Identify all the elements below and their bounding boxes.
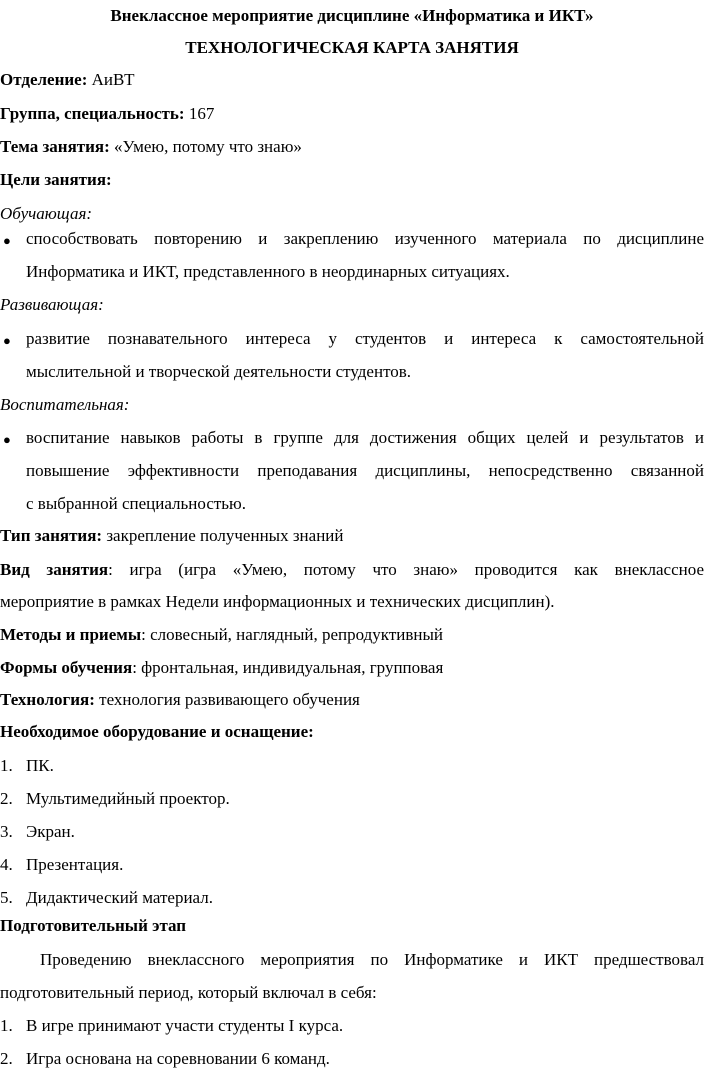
forms-label: Формы обучения [0, 658, 133, 677]
developing-line-1: развитие познавательного интереса у студентов и интереса к самостоятельной [26, 329, 704, 348]
technology-row [0, 690, 360, 710]
bullet-icon: ● [3, 432, 11, 447]
educational-line-2: Информатика и ИКТ, представленного в неординарных ситуациях. [26, 262, 510, 281]
prep-item-text: Игра основана на соревновании 6 команд. [26, 1049, 330, 1068]
prep-heading: Подготовительный этап [0, 916, 187, 935]
prep-item-text: В игре принимают участи студенты I курса. [26, 1016, 344, 1035]
group-row [0, 104, 214, 124]
equipment-item [0, 756, 54, 776]
methods-label: Методы и приемы [0, 625, 142, 644]
bullet-icon: ● [3, 333, 11, 348]
kind-value-line-2: мероприятие в рамках Недели информационных и технических дисциплин). [0, 592, 555, 611]
type-label: Тип занятия: [0, 526, 103, 545]
type-row [0, 526, 344, 546]
equipment-item [0, 822, 75, 842]
upbringing-line-2: повышение эффективности преподавания дисциплины, непосредственно связанной [26, 461, 704, 480]
topic-value: «Умею, потому что знаю» [114, 137, 302, 156]
prep-item-number: 1. [0, 1016, 13, 1035]
forms-value: : фронтальная, индивидуальная, групповая [132, 658, 444, 677]
technology-value: технология развивающего обучения [99, 690, 360, 709]
methods-row [0, 625, 443, 645]
department-label: Отделение: [0, 70, 88, 89]
educational-label: Обучающая: [0, 204, 93, 223]
developing-line-2: мыслительной и творческой деятельности студентов. [26, 362, 412, 381]
group-label: Группа, специальность: [0, 104, 185, 123]
methods-value: : словесный, наглядный, репродуктивный [141, 625, 444, 644]
upbringing-line-1: воспитание навыков работы в группе для достижения общих целей и результатов и [26, 428, 704, 447]
equipment-item-number: 3. [0, 822, 13, 841]
equipment-item [0, 888, 213, 908]
equipment-item-number: 2. [0, 789, 13, 808]
equipment-item [0, 855, 124, 875]
equipment-item-number: 1. [0, 756, 13, 775]
equipment-item-text: Экран. [26, 822, 75, 841]
equipment-item-text: Мультимедийный проектор. [26, 789, 230, 808]
prep-item [0, 1016, 344, 1036]
upbringing-label: Воспитательная: [0, 395, 130, 414]
topic-label: Тема занятия: [0, 137, 110, 156]
goals-label: Цели занятия: [0, 170, 112, 189]
prep-paragraph-line-1: Проведению внеклассного мероприятия по Информатике и ИКТ предшествовал [40, 950, 704, 969]
equipment-item-text: Дидактический материал. [26, 888, 213, 907]
equipment-item-text: ПК. [26, 756, 54, 775]
equipment-item [0, 789, 230, 809]
kind-row [0, 560, 704, 580]
educational-line-1: способствовать повторению и закреплению изученного материала по дисциплине [26, 229, 704, 248]
prep-item-number: 2. [0, 1049, 13, 1068]
technology-label: Технология: [0, 690, 95, 709]
equipment-item-number: 4. [0, 855, 13, 874]
event-title: Внеклассное мероприятие дисциплине «Информатика и ИКТ» [110, 6, 594, 25]
upbringing-line-3: с выбранной специальностью. [26, 494, 246, 513]
kind-value-line-1: : игра (игра «Умею, потому что знаю» проводится как внеклассное [108, 560, 704, 579]
topic-row [0, 137, 302, 157]
department-value: АиВТ [91, 70, 135, 89]
kind-label: Вид занятия [0, 560, 109, 579]
card-title: ТЕХНОЛОГИЧЕСКАЯ КАРТА ЗАНЯТИЯ [185, 38, 519, 57]
department-row [0, 70, 135, 90]
equipment-item-text: Презентация. [26, 855, 124, 874]
equipment-item-number: 5. [0, 888, 13, 907]
group-value: 167 [188, 104, 215, 123]
forms-row [0, 658, 443, 678]
bullet-icon: ● [3, 233, 11, 248]
type-value: закрепление полученных знаний [106, 526, 344, 545]
prep-paragraph-line-2: подготовительный период, который включал в себя: [0, 983, 377, 1002]
developing-label: Развивающая: [0, 295, 104, 314]
prep-item [0, 1049, 330, 1069]
equipment-heading: Необходимое оборудование и оснащение: [0, 722, 314, 741]
